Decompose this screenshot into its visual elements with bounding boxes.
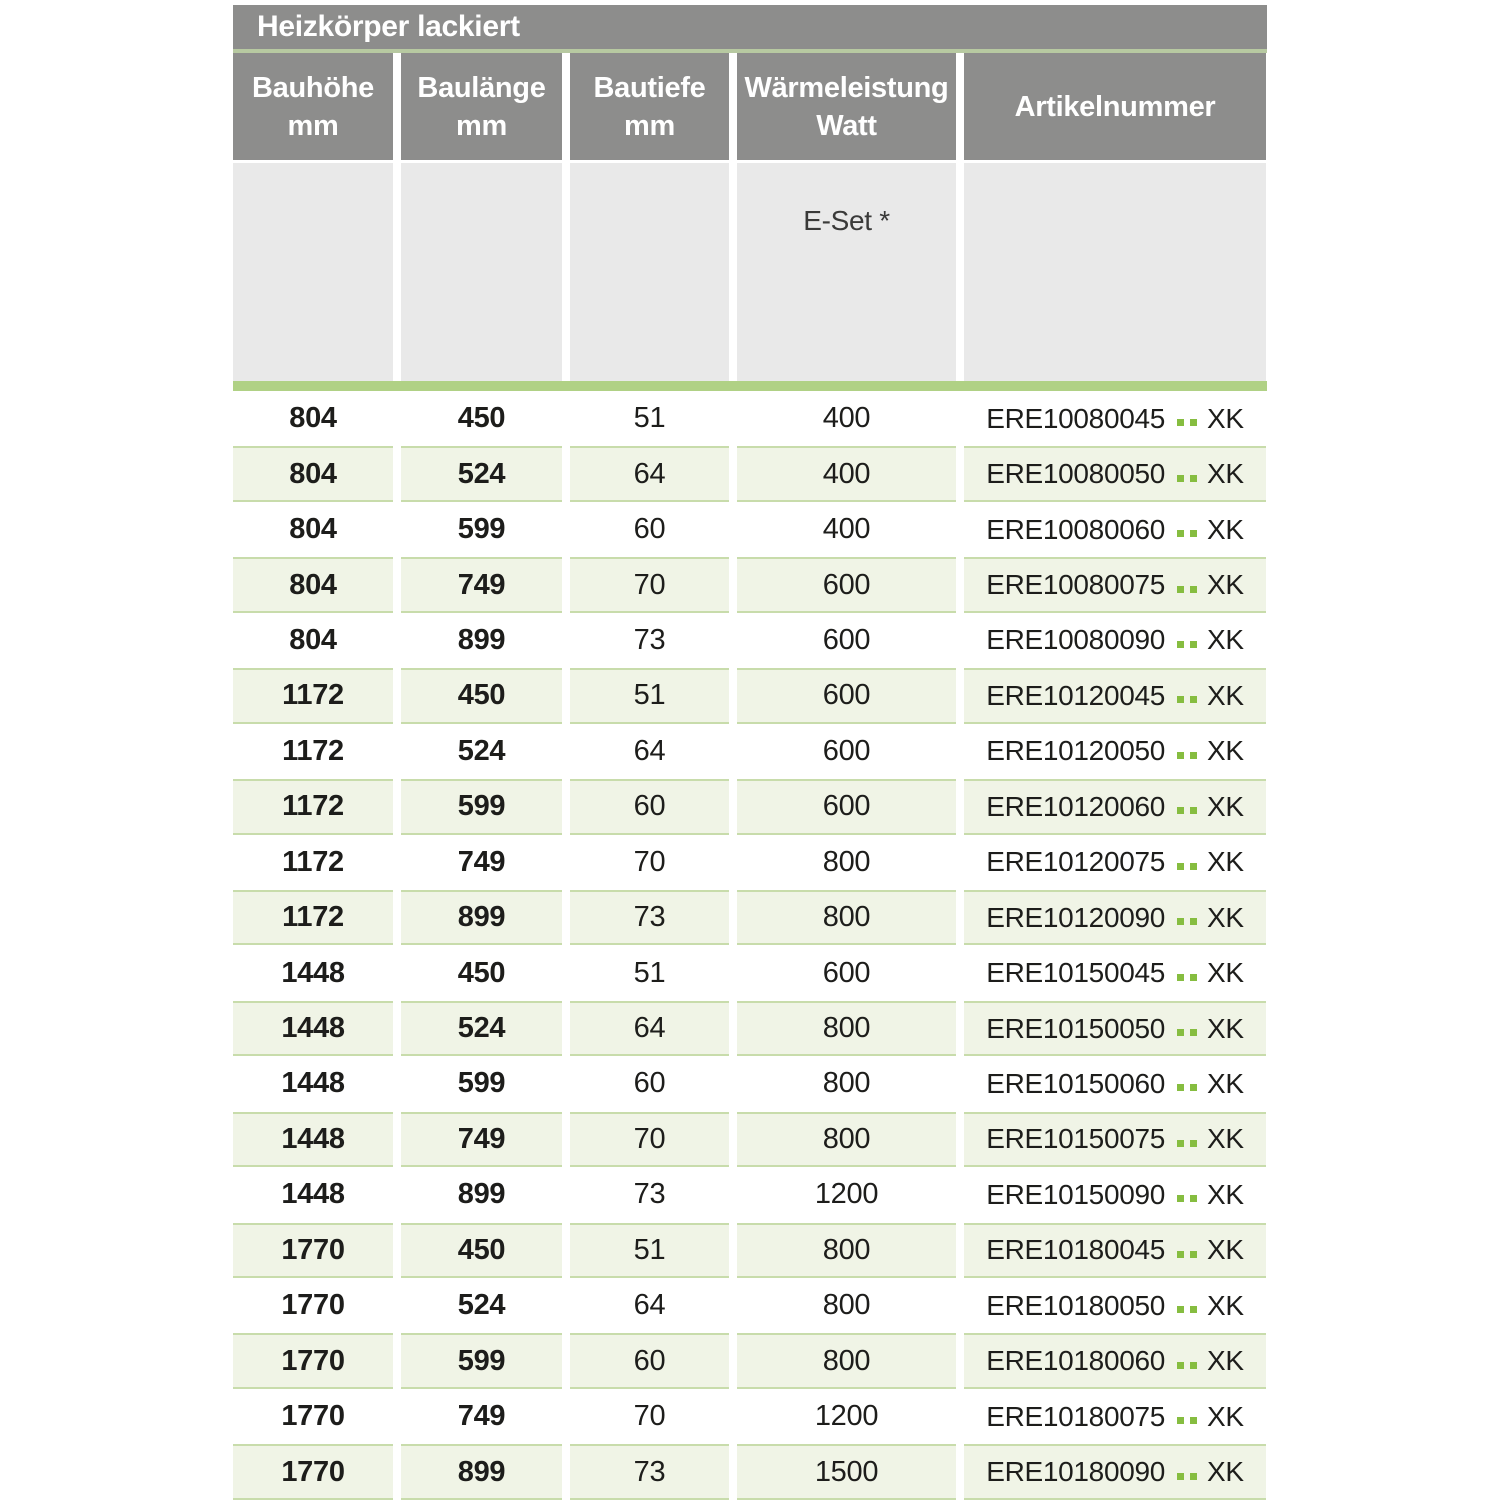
artikel-prefix: ERE10080045 bbox=[986, 402, 1166, 434]
subheader-cell-bautiefe bbox=[570, 163, 729, 381]
cell-watt: 800 bbox=[737, 1056, 956, 1111]
cell-bautiefe: 70 bbox=[570, 835, 729, 890]
artikel-suffix: XK bbox=[1207, 790, 1244, 822]
cell-watt: 800 bbox=[737, 1278, 956, 1333]
table-row bbox=[233, 391, 1267, 446]
artikel-suffix: XK bbox=[1207, 1123, 1244, 1155]
cell-watt: 1200 bbox=[737, 1389, 956, 1444]
table-row bbox=[233, 446, 1267, 501]
artikel-suffix: XK bbox=[1207, 1289, 1244, 1321]
color-code-placeholder-dots bbox=[1174, 1195, 1200, 1202]
cell-bautiefe: 70 bbox=[570, 1112, 729, 1167]
column-header-label: Artikelnummer bbox=[1014, 90, 1216, 123]
cell-baulaenge: 749 bbox=[401, 1389, 562, 1444]
cell-watt: 800 bbox=[737, 1223, 956, 1278]
table-row bbox=[233, 1056, 1267, 1111]
cell-baulaenge: 749 bbox=[401, 557, 562, 612]
artikel-prefix: ERE10120050 bbox=[986, 735, 1166, 767]
cell-bauhoehe: 1172 bbox=[233, 835, 393, 890]
cell-artikelnummer bbox=[964, 446, 1266, 501]
table-row bbox=[233, 502, 1267, 557]
cell-watt: 800 bbox=[737, 1112, 956, 1167]
table-row bbox=[233, 890, 1267, 945]
column-header-unit: mm bbox=[624, 109, 675, 142]
cell-bautiefe: 51 bbox=[570, 945, 729, 1000]
cell-bauhoehe: 1770 bbox=[233, 1444, 393, 1499]
radiator-spec-table bbox=[233, 5, 1267, 1500]
artikel-prefix: ERE10150045 bbox=[986, 957, 1166, 989]
cell-bautiefe: 60 bbox=[570, 1056, 729, 1111]
cell-bautiefe: 51 bbox=[570, 1223, 729, 1278]
artikel-suffix: XK bbox=[1207, 1345, 1244, 1377]
artikel-prefix: ERE10150075 bbox=[986, 1123, 1166, 1155]
cell-bautiefe: 60 bbox=[570, 1333, 729, 1388]
color-code-placeholder-dots bbox=[1174, 696, 1200, 703]
cell-artikelnummer bbox=[964, 779, 1266, 834]
artikel-prefix: ERE10180045 bbox=[986, 1234, 1166, 1266]
color-code-placeholder-dots bbox=[1174, 974, 1200, 981]
cell-bauhoehe: 1448 bbox=[233, 945, 393, 1000]
cell-watt: 1500 bbox=[737, 1444, 956, 1499]
cell-watt: 600 bbox=[737, 668, 956, 723]
table-row bbox=[233, 1333, 1267, 1388]
artikel-suffix: XK bbox=[1207, 735, 1244, 767]
cell-bauhoehe: 1172 bbox=[233, 668, 393, 723]
artikel-suffix: XK bbox=[1207, 679, 1244, 711]
table-title-bar bbox=[233, 5, 1267, 49]
color-code-placeholder-dots bbox=[1174, 419, 1200, 426]
cell-baulaenge: 450 bbox=[401, 668, 562, 723]
cell-baulaenge: 899 bbox=[401, 1444, 562, 1499]
artikel-prefix: ERE10180075 bbox=[986, 1400, 1166, 1432]
artikel-prefix: ERE10180060 bbox=[986, 1345, 1166, 1377]
cell-bauhoehe: 804 bbox=[233, 391, 393, 446]
color-code-placeholder-dots bbox=[1174, 807, 1200, 814]
cell-bautiefe: 64 bbox=[570, 1278, 729, 1333]
artikel-prefix: ERE10150090 bbox=[986, 1178, 1166, 1210]
cell-artikelnummer bbox=[964, 557, 1266, 612]
table-row bbox=[233, 835, 1267, 890]
cell-artikelnummer bbox=[964, 1333, 1266, 1388]
artikel-prefix: ERE10080050 bbox=[986, 458, 1166, 490]
column-header-label: Wärmeleistung bbox=[744, 71, 949, 104]
artikel-suffix: XK bbox=[1207, 957, 1244, 989]
cell-baulaenge: 450 bbox=[401, 1223, 562, 1278]
cell-artikelnummer bbox=[964, 835, 1266, 890]
cell-baulaenge: 599 bbox=[401, 502, 562, 557]
cell-bauhoehe: 1770 bbox=[233, 1333, 393, 1388]
artikel-suffix: XK bbox=[1207, 458, 1244, 490]
subheader-cell-waermeleistung bbox=[737, 163, 956, 381]
cell-watt: 600 bbox=[737, 613, 956, 668]
color-code-placeholder-dots bbox=[1174, 586, 1200, 593]
table-row bbox=[233, 1444, 1267, 1499]
cell-bautiefe: 64 bbox=[570, 724, 729, 779]
cell-artikelnummer bbox=[964, 1112, 1266, 1167]
color-code-placeholder-dots bbox=[1174, 641, 1200, 648]
color-code-placeholder-dots bbox=[1174, 1306, 1200, 1313]
cell-artikelnummer bbox=[964, 613, 1266, 668]
cell-bautiefe: 73 bbox=[570, 613, 729, 668]
cell-bauhoehe: 1770 bbox=[233, 1278, 393, 1333]
cell-watt: 400 bbox=[737, 446, 956, 501]
cell-artikelnummer bbox=[964, 1389, 1266, 1444]
cell-artikelnummer bbox=[964, 945, 1266, 1000]
cell-bauhoehe: 1448 bbox=[233, 1112, 393, 1167]
cell-artikelnummer bbox=[964, 1167, 1266, 1222]
artikel-prefix: ERE10080075 bbox=[986, 569, 1166, 601]
cell-bautiefe: 60 bbox=[570, 502, 729, 557]
header-bottom-band bbox=[233, 381, 1267, 391]
cell-bauhoehe: 804 bbox=[233, 613, 393, 668]
artikel-prefix: ERE10080060 bbox=[986, 513, 1166, 545]
cell-bauhoehe: 804 bbox=[233, 502, 393, 557]
cell-bauhoehe: 1172 bbox=[233, 779, 393, 834]
cell-baulaenge: 749 bbox=[401, 1112, 562, 1167]
table-row bbox=[233, 557, 1267, 612]
cell-artikelnummer bbox=[964, 391, 1266, 446]
column-header-label: Bauhöhe bbox=[252, 71, 374, 104]
table-row bbox=[233, 779, 1267, 834]
table-row bbox=[233, 1223, 1267, 1278]
artikel-suffix: XK bbox=[1207, 846, 1244, 878]
table-row bbox=[233, 1001, 1267, 1056]
eset-label: E-Set * bbox=[803, 205, 890, 236]
artikel-suffix: XK bbox=[1207, 1234, 1244, 1266]
column-header-bautiefe bbox=[570, 53, 729, 160]
artikel-prefix: ERE10120045 bbox=[986, 679, 1166, 711]
cell-bautiefe: 51 bbox=[570, 668, 729, 723]
cell-watt: 600 bbox=[737, 557, 956, 612]
cell-baulaenge: 524 bbox=[401, 1278, 562, 1333]
cell-baulaenge: 524 bbox=[401, 1001, 562, 1056]
table-row bbox=[233, 1112, 1267, 1167]
column-header-unit: Watt bbox=[816, 109, 877, 142]
cell-bautiefe: 64 bbox=[570, 446, 729, 501]
cell-baulaenge: 599 bbox=[401, 1056, 562, 1111]
cell-watt: 800 bbox=[737, 1333, 956, 1388]
cell-baulaenge: 524 bbox=[401, 724, 562, 779]
artikel-prefix: ERE10150050 bbox=[986, 1012, 1166, 1044]
cell-artikelnummer bbox=[964, 668, 1266, 723]
cell-artikelnummer bbox=[964, 890, 1266, 945]
cell-bauhoehe: 1770 bbox=[233, 1389, 393, 1444]
cell-bauhoehe: 1448 bbox=[233, 1167, 393, 1222]
color-code-placeholder-dots bbox=[1174, 1417, 1200, 1424]
column-header-baulaenge bbox=[401, 53, 562, 160]
table-row bbox=[233, 1167, 1267, 1222]
cell-watt: 600 bbox=[737, 724, 956, 779]
subheader-row bbox=[233, 163, 1267, 381]
color-code-placeholder-dots bbox=[1174, 1362, 1200, 1369]
column-header-unit: mm bbox=[456, 109, 507, 142]
cell-watt: 400 bbox=[737, 502, 956, 557]
artikel-suffix: XK bbox=[1207, 1067, 1244, 1099]
cell-watt: 400 bbox=[737, 391, 956, 446]
subheader-cell-baulaenge bbox=[401, 163, 562, 381]
artikel-suffix: XK bbox=[1207, 1456, 1244, 1488]
color-code-placeholder-dots bbox=[1174, 530, 1200, 537]
cell-watt: 800 bbox=[737, 1001, 956, 1056]
cell-bautiefe: 73 bbox=[570, 1167, 729, 1222]
artikel-prefix: ERE10180050 bbox=[986, 1289, 1166, 1321]
cell-baulaenge: 450 bbox=[401, 391, 562, 446]
cell-bautiefe: 64 bbox=[570, 1001, 729, 1056]
artikel-suffix: XK bbox=[1207, 1012, 1244, 1044]
artikel-prefix: ERE10150060 bbox=[986, 1067, 1166, 1099]
cell-artikelnummer bbox=[964, 1056, 1266, 1111]
color-code-placeholder-dots bbox=[1174, 918, 1200, 925]
cell-bauhoehe: 1448 bbox=[233, 1001, 393, 1056]
table-row bbox=[233, 1389, 1267, 1444]
subheader-cell-bauhoehe bbox=[233, 163, 393, 381]
color-code-placeholder-dots bbox=[1174, 1084, 1200, 1091]
cell-artikelnummer bbox=[964, 1001, 1266, 1056]
cell-watt: 600 bbox=[737, 945, 956, 1000]
cell-artikelnummer bbox=[964, 1444, 1266, 1499]
cell-bautiefe: 70 bbox=[570, 557, 729, 612]
artikel-suffix: XK bbox=[1207, 513, 1244, 545]
color-code-placeholder-dots bbox=[1174, 1140, 1200, 1147]
column-header-row bbox=[233, 53, 1267, 160]
artikel-suffix: XK bbox=[1207, 901, 1244, 933]
artikel-prefix: ERE10080090 bbox=[986, 624, 1166, 656]
artikel-suffix: XK bbox=[1207, 1400, 1244, 1432]
cell-artikelnummer bbox=[964, 1223, 1266, 1278]
artikel-suffix: XK bbox=[1207, 624, 1244, 656]
cell-watt: 800 bbox=[737, 890, 956, 945]
color-code-placeholder-dots bbox=[1174, 1029, 1200, 1036]
cell-bauhoehe: 804 bbox=[233, 557, 393, 612]
cell-bauhoehe: 1770 bbox=[233, 1223, 393, 1278]
table-row bbox=[233, 724, 1267, 779]
cell-bautiefe: 51 bbox=[570, 391, 729, 446]
table-row bbox=[233, 1278, 1267, 1333]
cell-baulaenge: 450 bbox=[401, 945, 562, 1000]
cell-artikelnummer bbox=[964, 724, 1266, 779]
cell-artikelnummer bbox=[964, 1278, 1266, 1333]
cell-baulaenge: 899 bbox=[401, 613, 562, 668]
artikel-prefix: ERE10120090 bbox=[986, 901, 1166, 933]
subheader-cell-artikelnummer bbox=[964, 163, 1266, 381]
cell-watt: 600 bbox=[737, 779, 956, 834]
cell-artikelnummer bbox=[964, 502, 1266, 557]
column-header-unit: mm bbox=[287, 109, 339, 142]
cell-baulaenge: 599 bbox=[401, 779, 562, 834]
table-row bbox=[233, 945, 1267, 1000]
cell-bauhoehe: 1172 bbox=[233, 724, 393, 779]
cell-baulaenge: 899 bbox=[401, 1167, 562, 1222]
color-code-placeholder-dots bbox=[1174, 752, 1200, 759]
cell-bauhoehe: 804 bbox=[233, 446, 393, 501]
column-header-label: Baulänge bbox=[417, 71, 546, 104]
column-header-artikelnummer bbox=[964, 53, 1266, 160]
cell-bautiefe: 60 bbox=[570, 779, 729, 834]
column-header-bauhoehe bbox=[233, 53, 393, 160]
column-header-waermeleistung bbox=[737, 53, 956, 160]
color-code-placeholder-dots bbox=[1174, 475, 1200, 482]
cell-baulaenge: 899 bbox=[401, 890, 562, 945]
color-code-placeholder-dots bbox=[1174, 863, 1200, 870]
cell-bautiefe: 70 bbox=[570, 1389, 729, 1444]
cell-bautiefe: 73 bbox=[570, 890, 729, 945]
cell-bauhoehe: 1172 bbox=[233, 890, 393, 945]
color-code-placeholder-dots bbox=[1174, 1473, 1200, 1480]
color-code-placeholder-dots bbox=[1174, 1251, 1200, 1258]
artikel-prefix: ERE10120075 bbox=[986, 846, 1166, 878]
table-row bbox=[233, 668, 1267, 723]
cell-baulaenge: 749 bbox=[401, 835, 562, 890]
table-row bbox=[233, 613, 1267, 668]
artikel-suffix: XK bbox=[1207, 402, 1244, 434]
cell-bauhoehe: 1448 bbox=[233, 1056, 393, 1111]
cell-watt: 1200 bbox=[737, 1167, 956, 1222]
table-title: Heizkörper lackiert bbox=[257, 10, 520, 43]
artikel-suffix: XK bbox=[1207, 569, 1244, 601]
column-header-label: Bautiefe bbox=[593, 71, 706, 104]
table-body bbox=[233, 391, 1267, 1500]
cell-watt: 800 bbox=[737, 835, 956, 890]
artikel-prefix: ERE10120060 bbox=[986, 790, 1166, 822]
artikel-suffix: XK bbox=[1207, 1178, 1244, 1210]
cell-baulaenge: 524 bbox=[401, 446, 562, 501]
cell-bautiefe: 73 bbox=[570, 1444, 729, 1499]
cell-baulaenge: 599 bbox=[401, 1333, 562, 1388]
artikel-prefix: ERE10180090 bbox=[986, 1456, 1166, 1488]
